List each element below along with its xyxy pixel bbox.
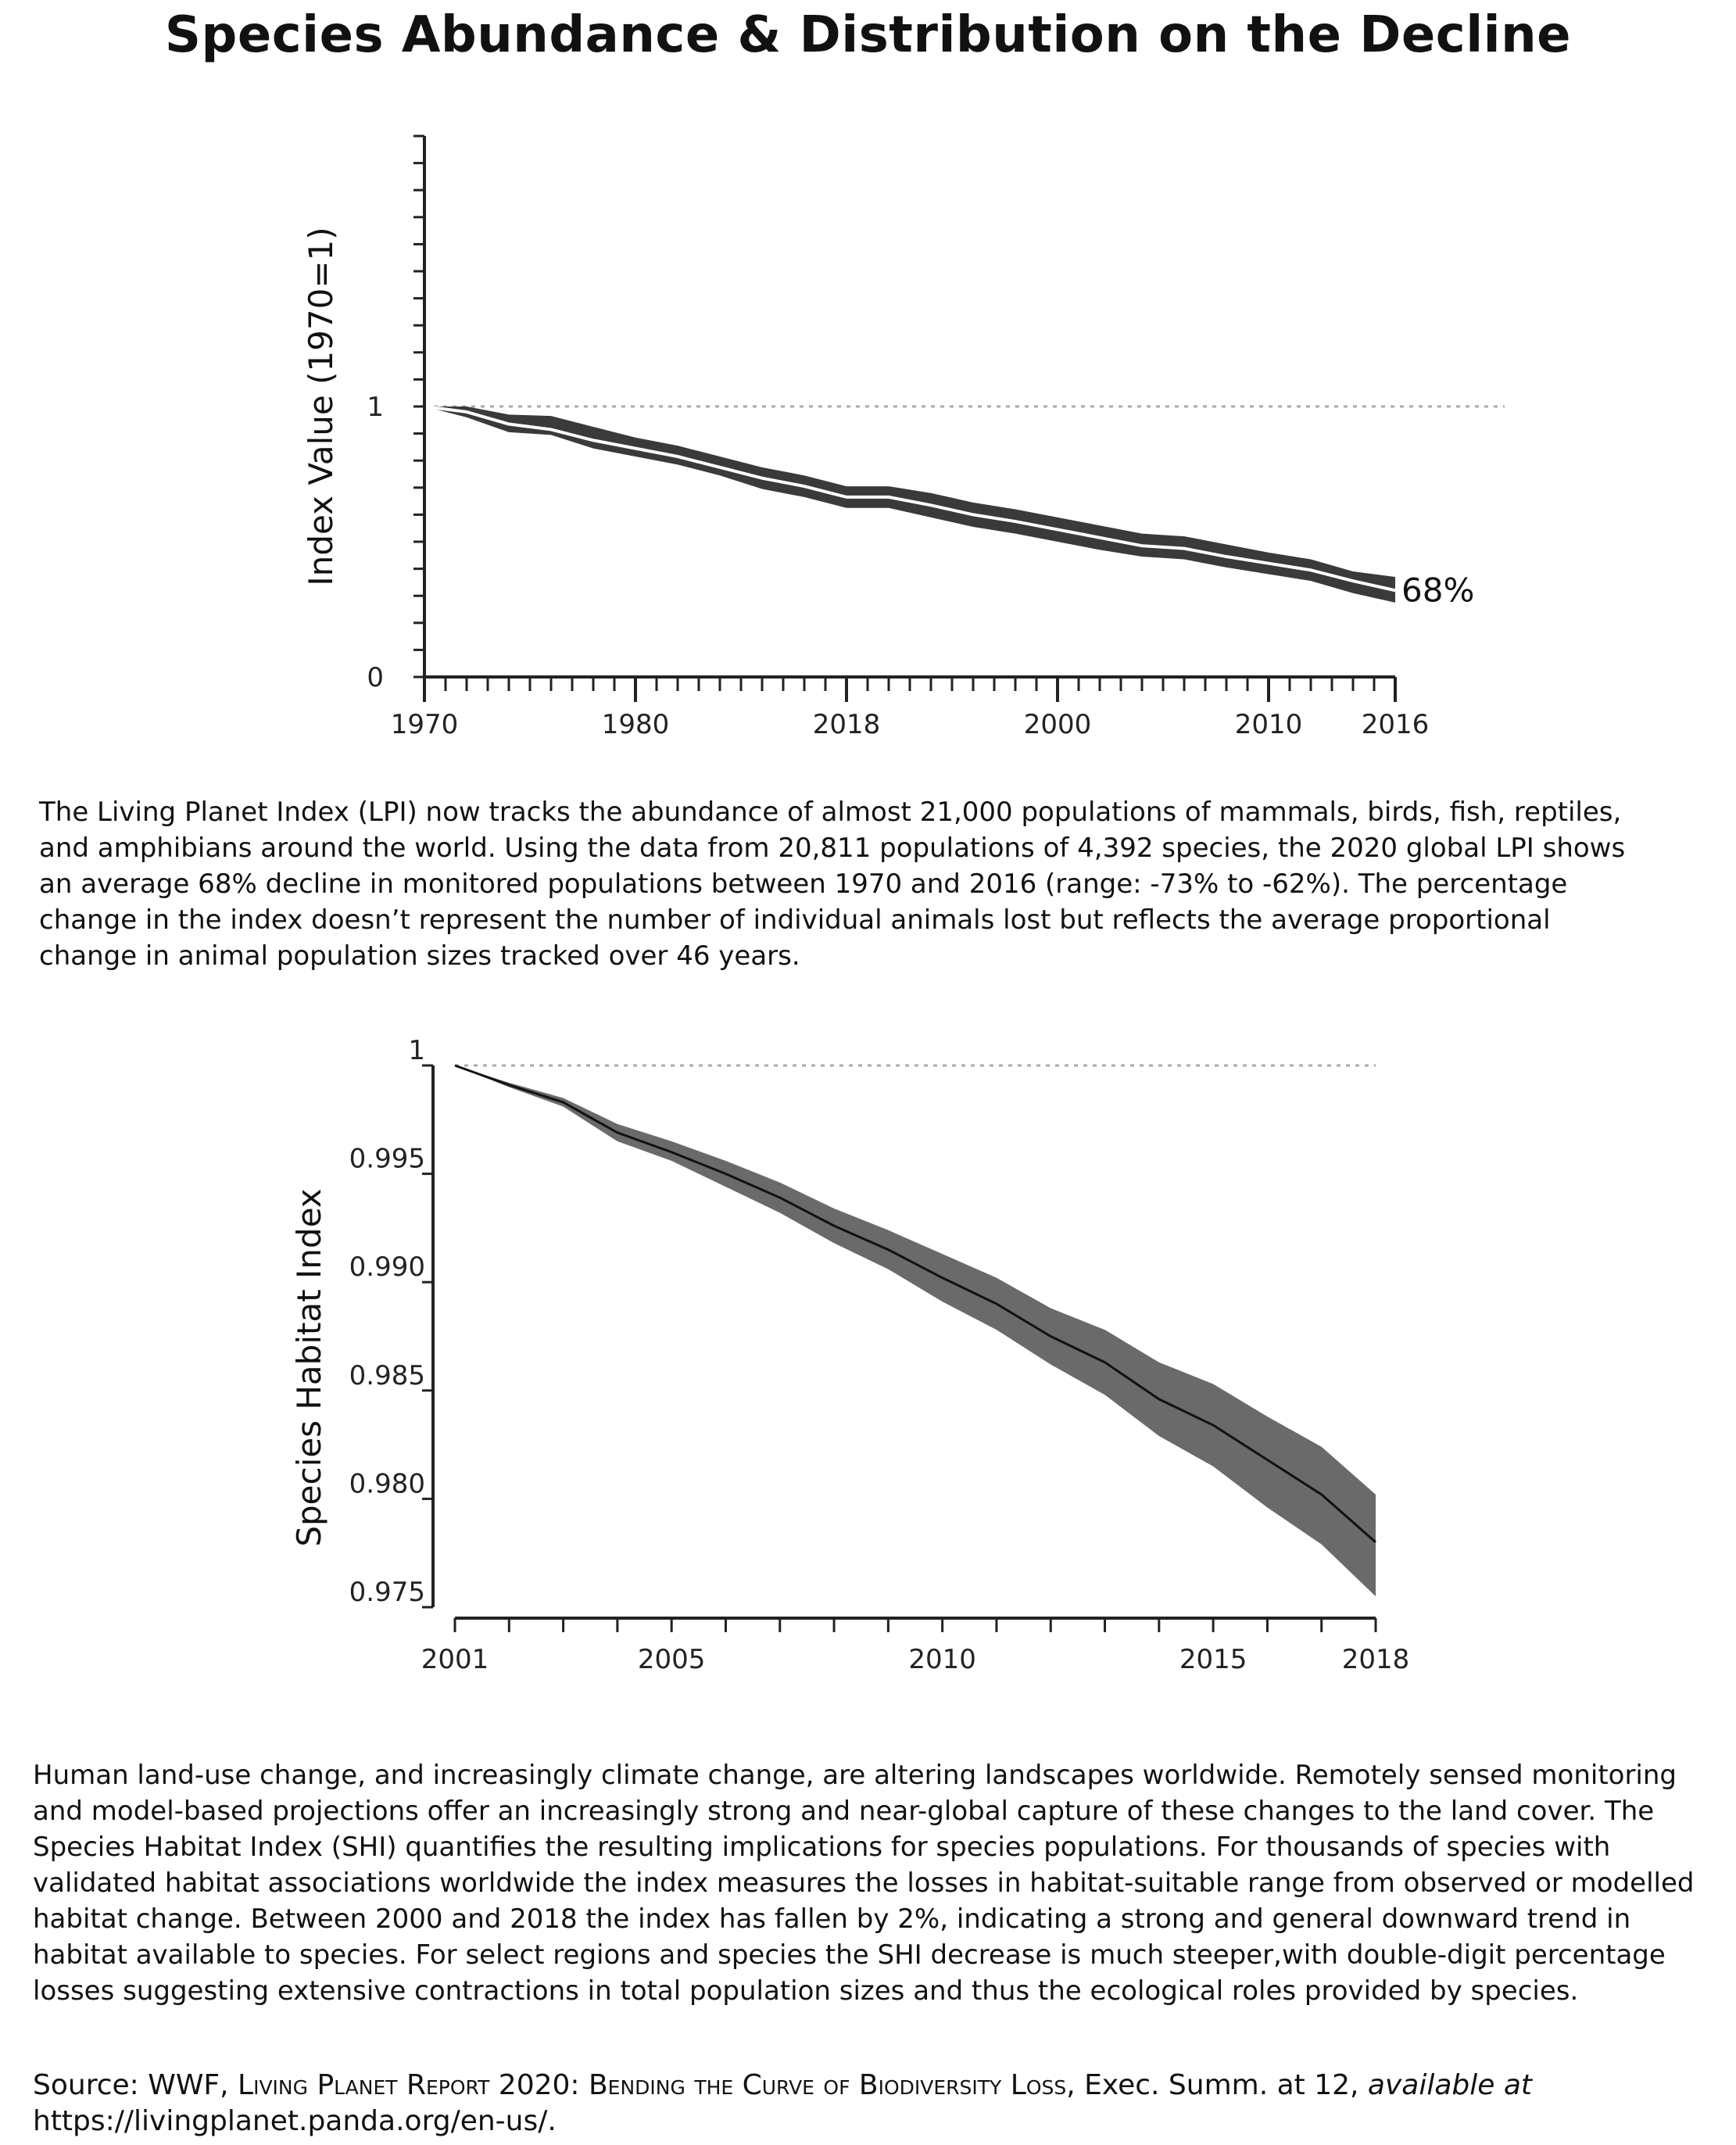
shi-y-tick-label: 1 (408, 1035, 425, 1066)
shi-chart (0, 1016, 1736, 1688)
source-report-title: Living Planet Report 2020: Bending the Curve of Biodiversity Loss (238, 2069, 1067, 2101)
shi-x-tick-label: 2018 (1341, 1644, 1410, 1675)
shi-confidence-band (455, 1065, 1376, 1596)
source-url[interactable]: https://livingplanet.panda.org/en-us/. (33, 2105, 557, 2137)
shi-y-tick-label: 0.990 (349, 1252, 425, 1284)
lpi-caption: The Living Planet Index (LPI) now tracks the abundance of almost 21,000 populations of mammals, birds, fish, reptiles, and amphibians around the world. Using the data from 20,811 populations of 4,392 species, the 2020 global LPI shows an average 68% decline in monitored populations between 1970 and 2016 (range: -73% to -62%). The percentage change in the index doesn’t represent the number of individual animals lost but reflects the average proportional change in animal population sizes tracked over 46 years. (39, 797, 1626, 972)
shi-y-tick-label: 0.995 (349, 1143, 425, 1175)
shi-chart-svg (0, 1016, 1736, 1688)
lpi-x-tick-label: 2018 (812, 709, 881, 740)
source-citation (33, 2068, 1706, 2140)
shi-y-axis-title: Species Habitat Index (290, 1188, 328, 1547)
lpi-x-tick-label: 2016 (1361, 709, 1430, 740)
shi-x-tick-label: 2010 (908, 1644, 976, 1675)
shi-y-tick-label: 0.975 (349, 1577, 425, 1608)
lpi-chart (0, 0, 1736, 782)
source-middle: , Exec. Summ. at 12, (1066, 2069, 1368, 2101)
lpi-x-tick-label: 1980 (601, 709, 670, 740)
page-title: Species Abundance & Distribution on the Decline (164, 6, 1572, 64)
lpi-x-tick-label: 2000 (1023, 709, 1092, 740)
shi-caption: Human land-use change, and increasingly climate change, are altering landscapes worldwide. Remotely sensed monitoring and model-based projections offer an increasingly strong and near-global capture of these changes to the land cover. The Species Habitat Index (SHI) quantifies the resulting implications for species populations. For thousands of species with validated habitat associations worldwide the index measures the losses in habitat-suitable range from observed or modelled habitat change. Between 2000 and 2018 the index has fallen by 2%, indicating a strong and general downward trend in habitat available to species. For select regions and species the SHI decrease is much steeper,with double-digit percentage losses suggesting extensive contractions in total population sizes and thus the ecological roles provided by species. (33, 1760, 1695, 2007)
lpi-y-tick-label: 1 (367, 392, 384, 423)
source-prefix: Source: WWF, (33, 2069, 238, 2101)
lpi-x-tick-label: 2010 (1234, 709, 1303, 740)
source-available: available at (1367, 2069, 1533, 2101)
shi-x-tick-label: 2015 (1179, 1644, 1247, 1675)
shi-x-tick-label: 2005 (637, 1644, 706, 1675)
lpi-chart-svg (0, 0, 1736, 782)
shi-y-tick-label: 0.985 (349, 1359, 425, 1391)
lpi-x-tick-label: 1970 (390, 709, 459, 740)
lpi-y-axis-title: Index Value (1970=1) (302, 227, 340, 586)
lpi-y-tick-label: 0 (367, 662, 384, 693)
lpi-annotation: 68% (1401, 571, 1475, 610)
shi-x-tick-label: 2001 (421, 1644, 489, 1675)
shi-y-tick-label: 0.980 (349, 1468, 425, 1500)
